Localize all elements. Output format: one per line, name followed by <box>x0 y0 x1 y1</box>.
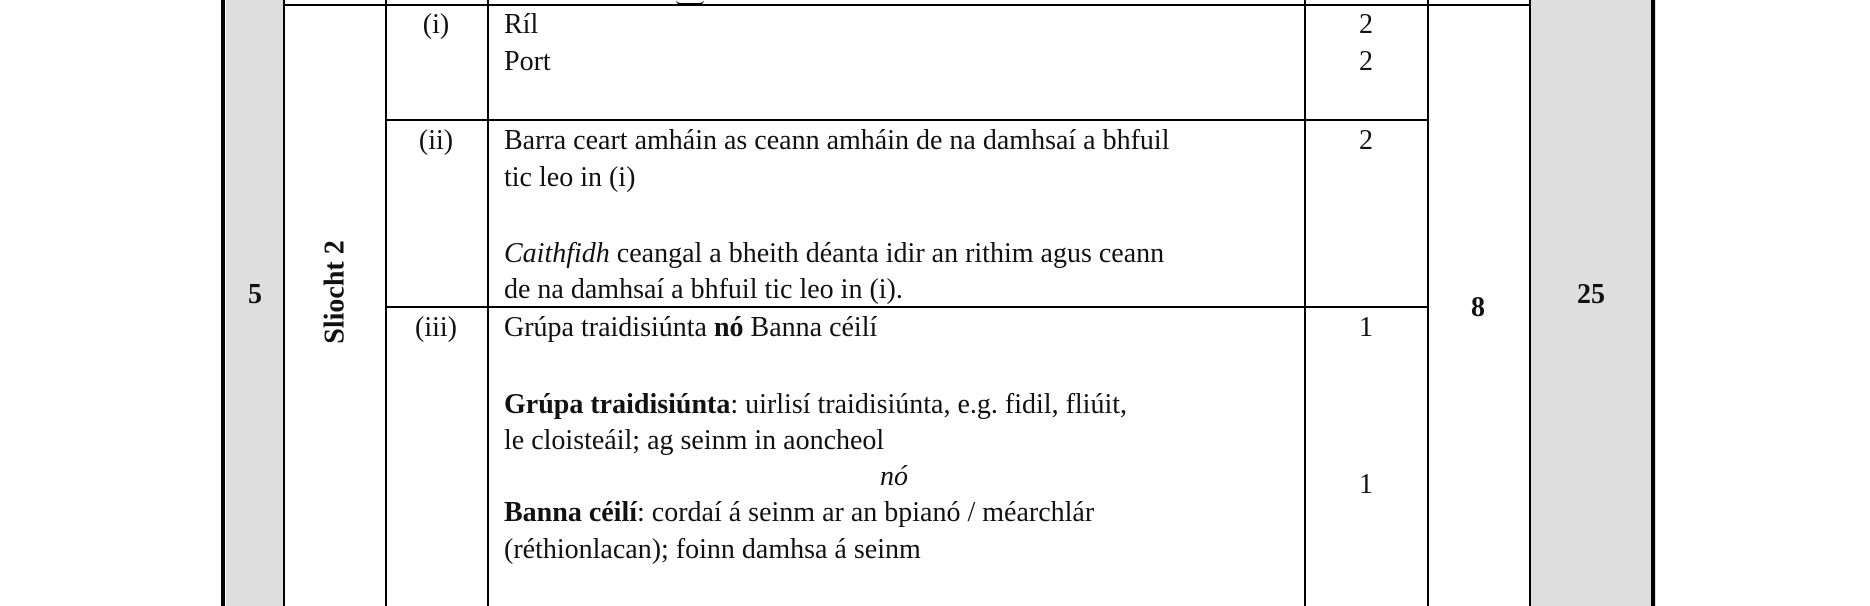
question-number: 5 <box>248 279 262 310</box>
mark-value: 1 <box>1359 469 1373 500</box>
or-italic: nó <box>880 461 908 492</box>
or-separator <box>880 458 908 495</box>
part-label: (i) <box>422 9 450 40</box>
column-divider <box>385 0 387 606</box>
part-label: (ii) <box>418 125 454 156</box>
column-divider <box>1304 0 1306 606</box>
part-label: (iii) <box>415 312 457 343</box>
answer-line: Barra ceart amháin as ceann amháin de na damhsaí a bhfuil <box>504 125 1170 156</box>
answer-line: tic leo in (i) <box>504 162 636 193</box>
mark-value: 1 <box>1359 312 1373 343</box>
column-divider <box>487 0 489 606</box>
row-divider <box>386 119 1428 121</box>
explanation-line: (réthionlacan); foinn damhsa á seinm <box>504 534 921 565</box>
total-mark: 25 <box>1577 279 1605 310</box>
answer-line <box>504 309 877 346</box>
grupa-term: Grúpa traidisiúnta <box>504 389 731 420</box>
mark-value: 2 <box>1359 46 1373 77</box>
grupa-desc: : uirlisí traidisiúnta, e.g. fidil, fliúit, <box>730 389 1128 420</box>
note-emphasis: Caithfidh <box>504 238 610 269</box>
answer-option-b: Banna céilí <box>743 312 878 343</box>
answer-option-a: Grúpa traidisiúnta <box>504 312 714 343</box>
table-border-left <box>221 0 225 606</box>
banna-desc: : cordaí á seinm ar an bpianó / méarchlár <box>637 497 1095 528</box>
explanation-line <box>504 386 1127 423</box>
mark-value: 2 <box>1359 125 1373 156</box>
note-line: de na damhsaí a bhfuil tic leo in (i). <box>504 274 903 305</box>
explanation-line: le cloisteáil; ag seinm in aoncheol <box>504 425 885 456</box>
answer-line: Port <box>504 46 551 77</box>
banna-term: Banna céilí <box>504 497 638 528</box>
section-label: Sliocht 2 <box>319 240 351 344</box>
clipped-text-fragment <box>676 0 704 5</box>
explanation-line <box>504 494 1094 531</box>
or-keyword: nó <box>713 312 744 343</box>
answer-line: Ríl <box>504 9 539 40</box>
note-line <box>504 235 1164 272</box>
note-text: ceangal a bheith déanta idir an rithim agus ceann <box>609 238 1165 269</box>
sub-total-mark: 8 <box>1471 292 1485 323</box>
mark-value: 2 <box>1359 9 1373 40</box>
